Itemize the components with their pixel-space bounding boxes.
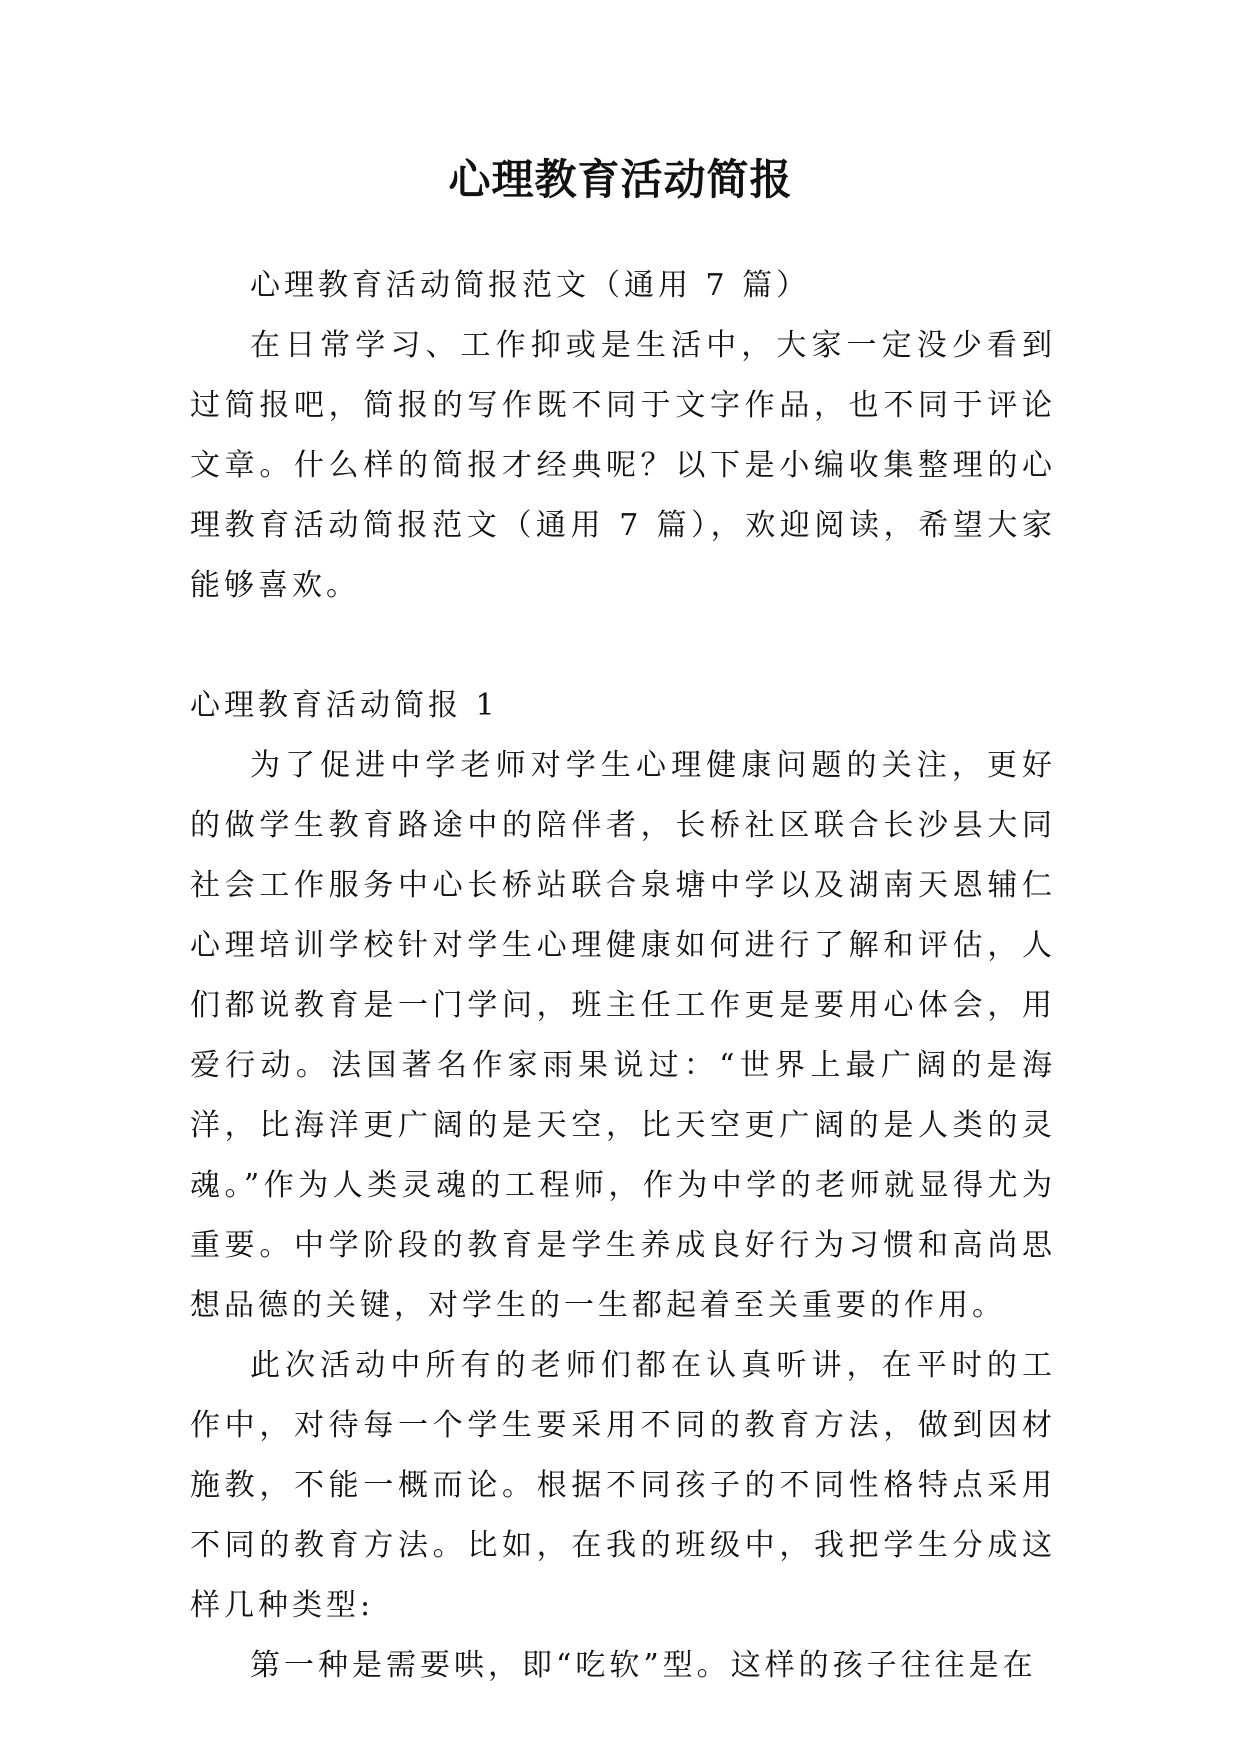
document-body <box>190 256 1056 1696</box>
document-title: 心理教育活动简报 <box>448 155 793 204</box>
body-paragraph: 第一种是需要哄，即“吃软”型。这样的孩子往往是在 <box>250 1648 1037 1683</box>
section-gap <box>190 616 1056 676</box>
document-subtitle: 心理教育活动简报范文（通用 7 篇） <box>250 268 811 303</box>
body-paragraph: 此次活动中所有的老师们都在认真听讲，在平时的工作中，对待每一个学生要采用不同的教育方法，做到因材施教，不能一概而论。根据不同孩子的不同性格特点采用不同的教育方法。比如，在我的班级中，我把学生分成这样几种类型: <box>190 1348 1056 1623</box>
intro-paragraph: 在日常学习、工作抑或是生活中，大家一定没少看到过简报吧，简报的写作既不同于文字作品，也不同于评论文章。什么样的简报才经典呢？以下是小编收集整理的心理教育活动简报范文（通用 7 篇），欢迎阅读，希望大家能够喜欢。 <box>190 328 1056 603</box>
body-paragraph: 为了促进中学老师对学生心理健康问题的关注，更好的做学生教育路途中的陪伴者，长桥社区联合长沙县大同社会工作服务中心长桥站联合泉塘中学以及湖南天恩辅仁心理培训学校针对学生心理健康如何进行了解和评估，人们都说教育是一门学问，班主任工作更是要用心体会，用爱行动。法国著名作家雨果说过：“世界上最广阔的是海洋，比海洋更广阔的是天空，比天空更广阔的是人类的灵魂。”作为人类灵魂的工程师，作为中学的老师就显得尤为重要。中学阶段的教育是学生养成良好行为习惯和高尚思想品德的关键，对学生的一生都起着至关重要的作用。 <box>190 748 1056 1323</box>
section-heading: 心理教育活动简报 1 <box>190 688 499 723</box>
